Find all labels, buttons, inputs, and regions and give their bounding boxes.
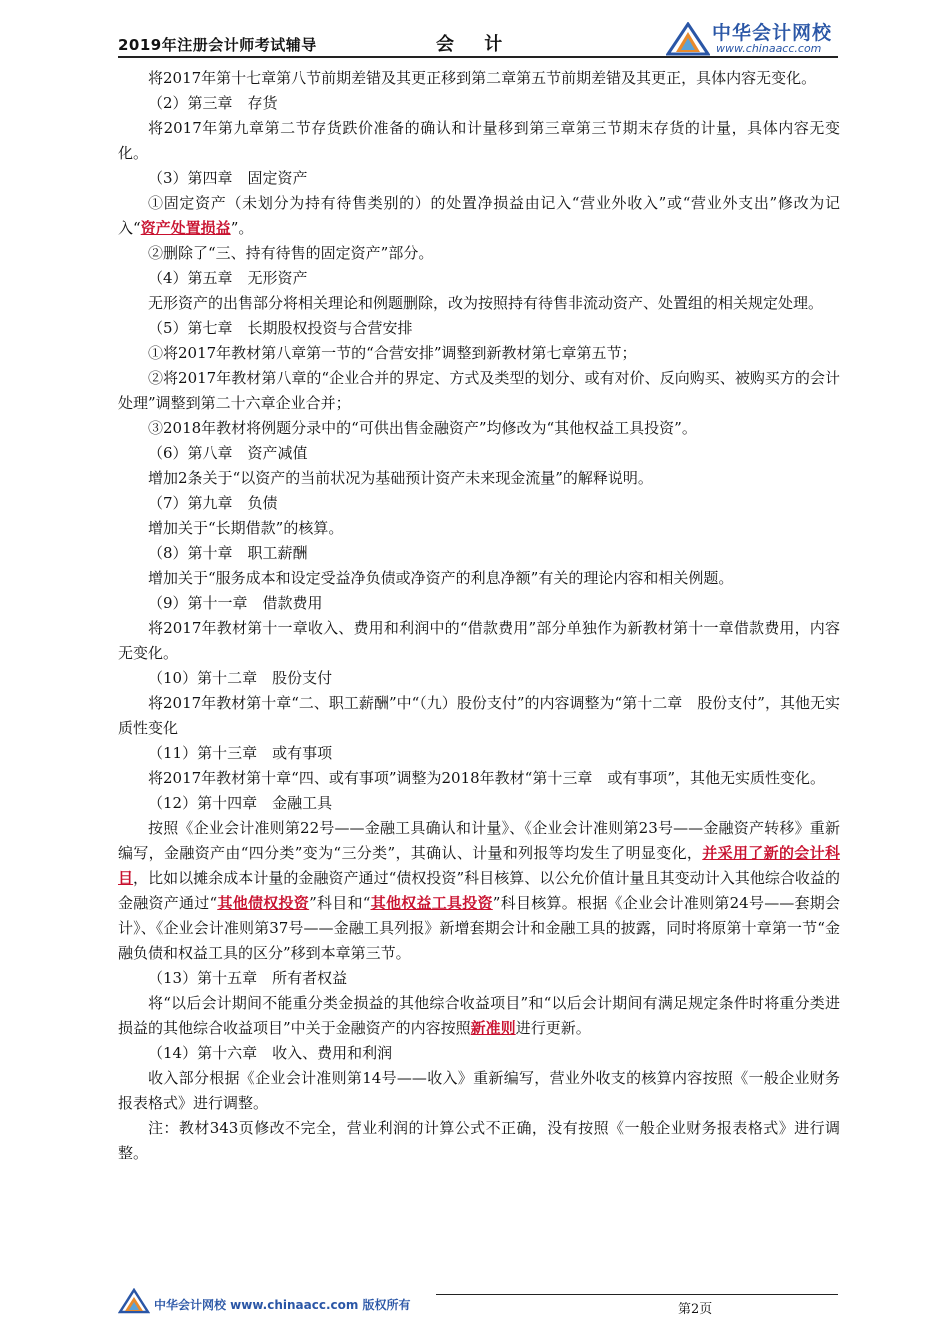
document-body <box>118 66 840 1166</box>
highlighted-term: 其他债权投资 <box>217 894 310 912</box>
header-logo <box>666 18 846 58</box>
body-paragraph: ③2018年教材将例题分录中的“可供出售金融资产”均修改为“其他权益工具投资”。 <box>148 419 697 437</box>
section-heading: （8）第十章 职工薪酬 <box>148 544 308 562</box>
page-number: 第2页 <box>678 1302 713 1317</box>
page-footer <box>118 1288 838 1318</box>
section-heading: （12）第十四章 金融工具 <box>148 794 333 812</box>
body-paragraph: ②删除了“三、持有待售的固定资产”部分。 <box>148 244 434 262</box>
section-heading: （4）第五章 无形资产 <box>148 269 308 287</box>
section-heading: （3）第四章 固定资产 <box>148 169 308 187</box>
body-paragraph: 无形资产的出售部分将相关理论和例题删除，改为按照持有待售非流动资产、处置组的相关规定处理。 <box>148 294 824 312</box>
section-heading: （5）第七章 长期股权投资与合营安排 <box>148 319 413 337</box>
header-center-title: 会 计 <box>436 34 515 55</box>
section-heading: （2）第三章 存货 <box>148 94 278 112</box>
section-heading: （11）第十三章 或有事项 <box>148 744 333 762</box>
section-heading: （6）第八章 资产减值 <box>148 444 308 462</box>
section-heading: （7）第九章 负债 <box>148 494 278 512</box>
text-run: ①固定资产（未划分为持有待售类别的）的处置净损益由记入“营业外收入”或“营业外支出”修改为记入“ <box>118 194 840 237</box>
body-paragraph: ①将2017年教材第八章第一节的“合营安排”调整到新教材第七章第五节； <box>148 344 637 362</box>
header-left-title: 2019年注册会计师考试辅导 <box>118 36 317 54</box>
text-run: 进行更新。 <box>515 1019 591 1037</box>
text-run: 将“以后会计期间不能重分类金损益的其他综合收益项目”和“以后会计期间有满足规定条件时将重分类进损益的其他综合收益项目”中关于金融资产的内容按照 <box>118 994 840 1037</box>
body-paragraph: 将2017年教材第十章“四、或有事项”调整为2018年教材“第十三章 或有事项”，其他无实质性变化。 <box>148 769 826 787</box>
body-paragraph: 收入部分根据《企业会计准则第14号——收入》重新编写，营业外收支的核算内容按照《一般企业财务报表格式》进行调整。 <box>118 1069 840 1112</box>
highlighted-term: 并采用了新的会计科目 <box>118 844 840 887</box>
text-run: ”。 <box>230 219 254 237</box>
body-paragraph: 增加关于“服务成本和设定受益净负债或净资产的利息净额”有关的理论内容和相关例题。 <box>148 569 734 587</box>
section-heading: （14）第十六章 收入、费用和利润 <box>148 1044 393 1062</box>
text-run: 按照《企业会计准则第22号——金融工具确认和计量》、《企业会计准则第23号——金融资产转移》重新编写，金融资产由“四分类”变为“三分类”，其确认、计量和列报等均发生了明显变化， <box>118 819 840 862</box>
header-url: www.chinaacc.com <box>716 42 822 55</box>
page-header <box>118 22 838 55</box>
highlighted-term: 资产处置损益 <box>140 219 231 237</box>
body-paragraph: 将2017年第十七章第八节前期差错及其更正移到第二章第五节前期差错及其更正，具体内容无变化。 <box>148 69 817 87</box>
header-brand: 中华会计网校 <box>712 22 833 44</box>
text-run: ”科目核算。根据《企业会计准则第24号——套期会计》、《企业会计准则第37号——金融工具列报》新增套期会计和金融工具的披露，同时将原第十章第一节“金融负债和权益工具的区分”移到本章第三节。 <box>118 894 840 962</box>
body-paragraph: 注：教材343页修改不完全，营业利润的计算公式不正确，没有按照《一般企业财务报表格式》进行调整。 <box>118 1119 840 1162</box>
section-heading: （13）第十五章 所有者权益 <box>148 969 348 987</box>
body-paragraph: ②将2017年教材第八章的“企业合并的界定、方式及类型的划分、或有对价、反向购买、被购买方的会计处理”调整到第二十六章企业合并； <box>118 369 840 412</box>
body-paragraph: 增加关于“长期借款”的核算。 <box>148 519 344 537</box>
body-paragraph <box>118 991 840 1041</box>
header-divider <box>118 56 838 58</box>
body-paragraph: 增加2条关于“以资产的当前状况为基础预计资产未来现金流量”的解释说明。 <box>148 469 653 487</box>
section-heading: （9）第十一章 借款费用 <box>148 594 323 612</box>
body-paragraph: 将2017年教材第十一章收入、费用和利润中的“借款费用”部分单独作为新教材第十一章借款费用，内容无变化。 <box>118 619 840 662</box>
footer-divider <box>436 1294 838 1295</box>
body-paragraph <box>118 191 840 241</box>
highlighted-term: 新准则 <box>470 1019 516 1037</box>
body-paragraph <box>118 816 840 966</box>
body-paragraph: 将2017年教材第十章“二、职工薪酬”中“（九）股份支付”的内容调整为“第十二章 股份支付”，其他无实质性变化 <box>118 694 840 737</box>
logo-mark-icon <box>666 22 710 56</box>
highlighted-term: 其他权益工具投资 <box>370 894 493 912</box>
footer-logo-icon <box>118 1288 150 1314</box>
text-run: ，比如以摊余成本计量的金融资产通过“债权投资”科目核算、以公允价值计量且其变动计入其他综合收益的金融资产通过“ <box>118 869 840 912</box>
footer-copyright: 中华会计网校 www.chinaacc.com 版权所有 <box>154 1298 411 1312</box>
section-heading: （10）第十二章 股份支付 <box>148 669 333 687</box>
text-run: ”科目和“ <box>309 894 371 912</box>
body-paragraph: 将2017年第九章第二节存货跌价准备的确认和计量移到第三章第三节期末存货的计量，具体内容无变化。 <box>118 119 840 162</box>
